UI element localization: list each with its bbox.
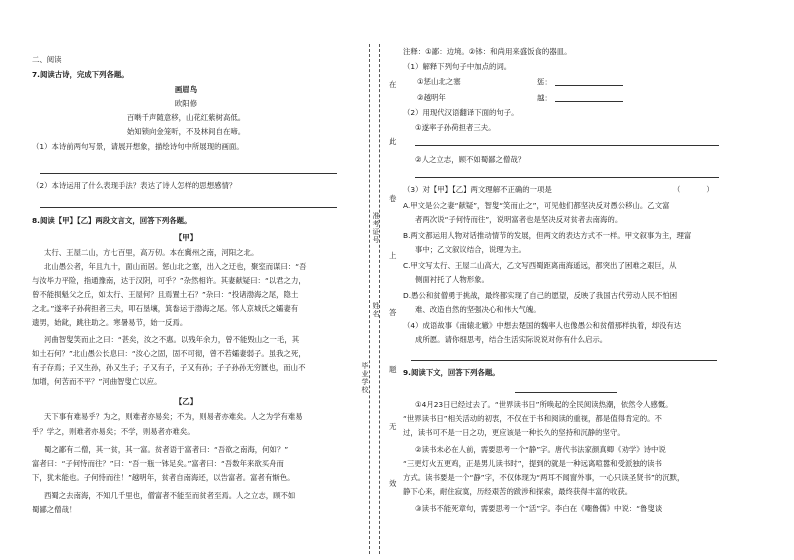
answer-line[interactable] <box>40 207 337 208</box>
passage-line: ②读书未必在人前，需要思考一个“静”字。唐代书法家颜真卿《劝学》诗中说 <box>415 445 666 454</box>
q7-sub2: （2）本诗运用了什么表现手法？表达了诗人怎样的思想感情？ <box>32 181 237 190</box>
yi-line: 富者曰：“子何恃而往？”曰：“吾一瓶一钵足矣。”富者曰：“吾数年来欲买舟而 <box>32 459 284 468</box>
section-heading: 二、阅读 <box>32 55 62 64</box>
jia-line: 遗男，始龀，跳往助之。寒暑易节，始一反焉。 <box>32 318 188 327</box>
answer-blank[interactable] <box>555 78 623 86</box>
yi-line: 西蜀之去南海，不知几千里也，僧富者不能至而贫者至焉。人之立志，顾不如 <box>44 491 296 500</box>
seal-line <box>379 44 380 554</box>
jia-line: 河曲智叟笑而止之曰：“甚矣，汝之不惠。以残年余力，曾不能毁山之一毛，其 <box>44 335 300 344</box>
poem-author: 欧阳修 <box>174 99 198 108</box>
binding-spine <box>352 0 398 560</box>
passage-line: 静下心来，耐住寂寞，历经艰苦的跋涉和探索，最终获得丰富的收获。 <box>403 487 633 496</box>
sub-question-4: （4）成语故事《南辕北辙》中想去楚国的魏率人也像愚公和贫僧那样执着，却没有达 <box>403 321 682 330</box>
yi-line: 天下事有难易乎？为之，则难者亦易矣；不为，则易者亦难矣。人之为学有难易 <box>44 412 303 421</box>
passage-line: 方式。读书要是一个“静”字，不仅体现为“两耳不闻窗外事，一心只读圣贤书”的沉默， <box>403 473 685 482</box>
seal-char: 此 <box>389 137 397 146</box>
name-label: 姓名 <box>372 302 380 318</box>
option-d: D.愚公和贫僧勇于挑战，最终都实现了自己的愿望，反映了我国古代劳动人民不怕困 <box>403 291 678 300</box>
translate-item: ①遂率子孙荷担者三夫。 <box>415 123 496 132</box>
option-a: 者两次说“子何恃而往”，说明富者也是坚决反对贫者去南海的。 <box>415 215 623 224</box>
jia-line: 北山愚公者，年且九十，面山而居。惩山北之塞，出入之迂也，聚室而谋曰：“吾 <box>44 262 307 271</box>
passage-line: ③读书不能死章句，需要思考一个“活”字。李白在《嘲鲁儒》中说：“鲁叟谈 <box>415 504 663 513</box>
choice-bracket[interactable]: （ ） <box>673 185 714 194</box>
sub-question-2: （2）用现代汉语翻译下面的句子。 <box>403 108 519 117</box>
answer-blank[interactable] <box>555 94 623 102</box>
option-c: C.甲文写太行、王屋二山高大，乙文写西蜀距离南海遥远，都突出了困难之艰巨，从 <box>403 261 677 270</box>
seal-line <box>369 44 370 554</box>
yi-line: 下，犹未能也。子何恃而往！”越明年，贫者自南海还，以告富者。富者有惭色。 <box>32 473 295 482</box>
seal-char: 卷 <box>389 194 397 203</box>
jia-line: 有子存焉；子又生孙，孙又生子；子又有子，子又有孙；子子孙孙无穷匮也，而山不 <box>32 363 306 372</box>
q8-intro: 8.阅读【甲】【乙】两段文言文，回答下列各题。 <box>32 216 192 225</box>
answer-line[interactable] <box>411 360 717 361</box>
passage-line: 过，读书可不是一日之功，更应该是一种长久的坚持和沉静的坚守。 <box>403 428 625 437</box>
sub-question-3: （3）对【甲】【乙】两文理解不正确的一项是 <box>403 185 552 194</box>
jia-line: 如土石何？”北山愚公长息曰：“汝心之固，固不可彻，曾不若孀妻弱子。虽我之死， <box>32 349 306 358</box>
passage-line: “三更灯火五更鸡，正是男儿读书时”，提到的就是一种远离喧嚣和受派独的读书 <box>403 459 662 468</box>
title-blank[interactable] <box>515 392 617 393</box>
poem-line: 百啭千声随意移，山花红紫树高低。 <box>126 113 246 122</box>
jia-label: 【甲】 <box>174 233 198 242</box>
option-a: A.甲文是公之妻“献疑”，智叟“笑而止之”，可见他们都坚决反对愚公移山。乙文富 <box>403 201 670 210</box>
seal-char: 答 <box>389 308 397 317</box>
word-answer[interactable]: 惩： <box>537 78 623 86</box>
option-b: 事中；乙文叙议结合，说理为主。 <box>415 245 526 254</box>
passage-line: “世界读书日”相关活动的初衷，不仅在于书和阅读的重视，都是值得肯定的。不 <box>403 414 662 423</box>
translate-item: ②人之立志，顾不如蜀鄙之僧哉？ <box>415 155 526 164</box>
annotation-note: 注释：①鄙：边境。②钵：和尚用来盛饭食的器皿。 <box>403 47 572 56</box>
option-d: 难、改造自然的坚强决心和伟大气魄。 <box>415 305 541 314</box>
word-answer[interactable]: 越： <box>537 94 623 102</box>
sub-question-1: （1）解释下列句子中加点的词。 <box>403 62 512 71</box>
option-c: 侧面衬托了人物形象。 <box>415 275 489 284</box>
yi-label: 【乙】 <box>174 397 198 406</box>
exam-number-label: 准考证号 <box>372 212 380 244</box>
q7-intro: 7.阅读古诗，完成下列各题。 <box>32 70 129 79</box>
jia-line: 加增，何苦而不平？”河曲智叟亡以应。 <box>32 377 162 386</box>
jia-line: 太行、王屋二山，方七百里，高万仞。本在冀州之南，河阳之北。 <box>44 248 259 257</box>
sub-question-4: 成所愿。请你细思考，结合生活实际说说对你有什么启示。 <box>415 335 608 344</box>
poem-title: 画眉鸟 <box>174 85 198 94</box>
jia-line: 曾不能损魁父之丘，如太行、王屋何？且焉置土石？”杂曰：“投诸渤海之尾，隐土 <box>32 290 299 299</box>
passage-line: ①4月23日已经过去了。“世界读书日”所唤起的全民阅读热潮，依然令人感慨。 <box>415 400 673 409</box>
q9-intro: 9.阅读下文，回答下列各题。 <box>403 368 500 377</box>
seal-char: 在 <box>389 80 397 89</box>
school-label: 毕业学校 <box>361 362 369 394</box>
word-item: ①惩山北之塞 <box>417 77 461 86</box>
q7-sub1: （1）本诗前两句写景，请展开想象，描绘诗句中所展现的画面。 <box>32 142 244 151</box>
word-item: ②越明年 <box>417 93 446 102</box>
answer-line[interactable] <box>415 145 719 146</box>
yi-line: 蜀鄙之僧哉！ <box>32 505 77 514</box>
jia-line: 与汝毕力平险，指通豫南，达于汉阴，可乎？”杂然相许。其妻献疑曰：“以君之力， <box>32 276 306 285</box>
yi-line: 乎？学之，则难者亦易矣；不学，则易者亦难矣。 <box>32 427 195 436</box>
yi-line: 蜀之鄙有二僧，其一贫，其一富。贫者语于富者曰：“吾欲之南海，何如？” <box>44 445 289 454</box>
seal-char: 题 <box>389 365 397 374</box>
option-b: B.两文都运用人物对话推动情节的发展，但两文的表达方式不一样。甲文叙事为主，理富 <box>403 231 692 240</box>
seal-char: 上 <box>389 251 397 260</box>
answer-line[interactable] <box>40 173 337 174</box>
answer-line[interactable] <box>415 177 719 178</box>
jia-line: 之北。”遂率子孙荷担者三夫，叩石垦壤，箕畚运于渤海之尾。邻人京城氏之孀妻有 <box>32 304 299 313</box>
poem-line: 始知锁向金笼听，不及林间自在啼。 <box>126 127 246 136</box>
seal-char: 效 <box>389 479 397 488</box>
seal-char: 无 <box>389 422 397 431</box>
